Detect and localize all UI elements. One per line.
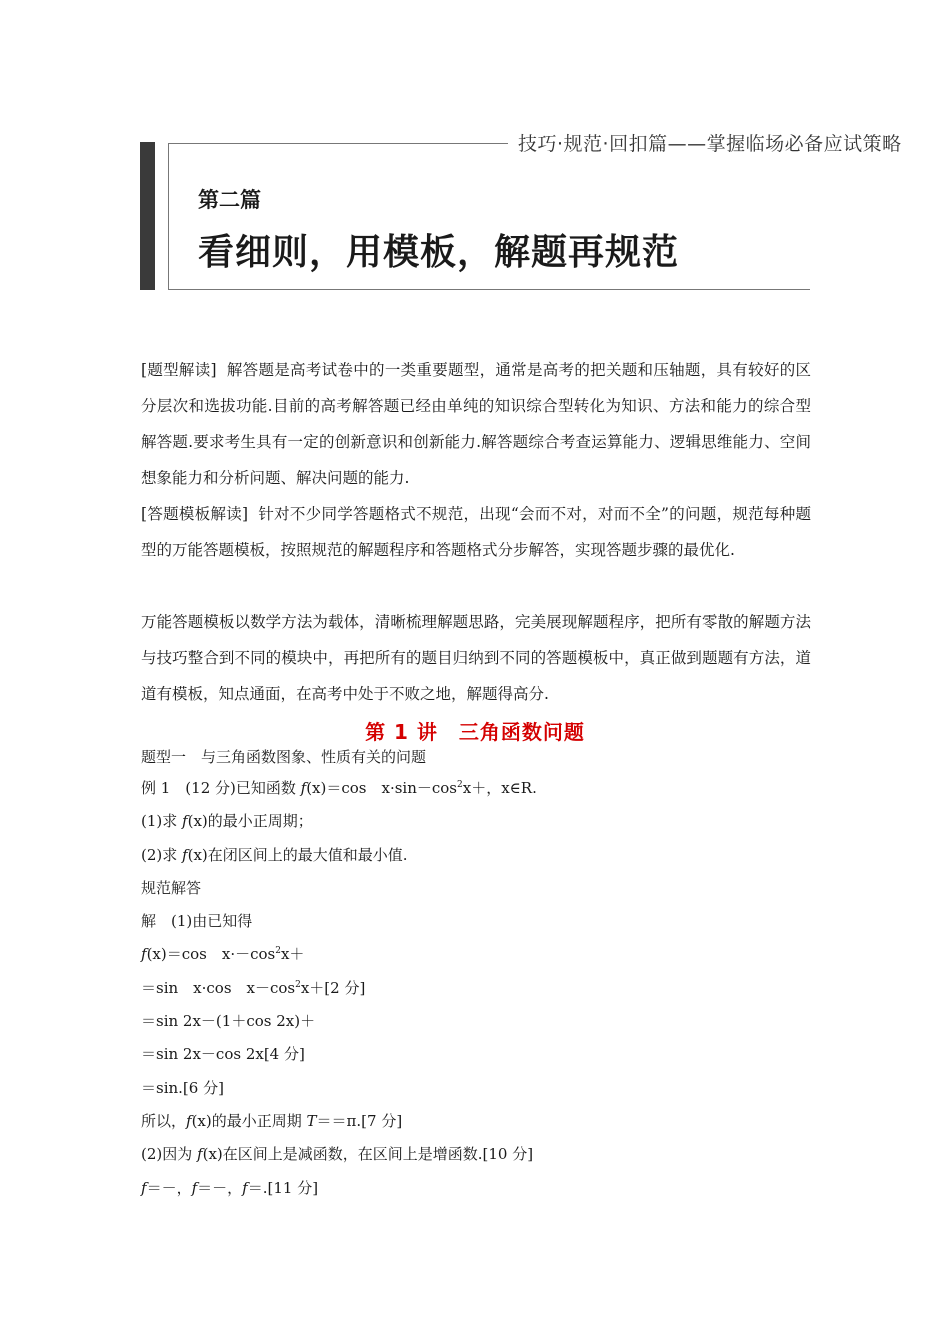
header-left-rule [168,143,169,290]
intro-paragraph-3: 万能答题模板以数学方法为载体，清晰梳理解题思路，完美展现解题程序，把所有零散的解题方法与技巧整合到不同的模块中，再把所有的题目归纳到不同的答题模板中，真正做到题题有方法，道道有模板，知点通面，在高考中处于不败之地，解题得高分. [141,613,811,703]
solution-line: f(x)＝cos $x\cdot-\cos^2x+$ [141,945,305,964]
sub-question-1: (1)求 f(x)的最小正周期； [141,812,313,831]
intro-paragraph-2 [141,496,811,568]
example-1: 例 1 (12 分)已知函数 f(x)＝cos $x\cdot\sin-\cos^2x+$，x∈R. [141,779,537,797]
header-subtitle: 技巧·规范·回扣篇——掌握临场必备应试策略 [518,133,902,155]
solution-line: ＝sin 2x－cos 2x[4 分] [141,1045,305,1064]
solution-line: ＝sin.[6 分] [141,1078,224,1097]
para-text: 解答题是高考试卷中的一类重要题型，通常是高考的把关题和压轴题，具有较好的区分层次和选拔功能.目前的高考解答题已经由单纯的知识综合型转化为知识、方法和能力的综合型解答题.要求考生具有一定的创新意识和创新能力.解答题综合考查运算能力、逻辑思维能力、空间想象能力和分析问题、解决问题的能力. [141,361,811,487]
solution-line: 解 (1)由已知得 [141,912,253,931]
standard-answer-label: 规范解答 [141,878,202,897]
intro-paragraph-1 [141,352,811,496]
sub-question-2: (2)求 f(x)在闭区间上的最大值和最小值. [141,845,408,864]
lecture-body [141,742,821,1205]
lecture-title: 第 1 讲 三角函数问题 [365,720,585,744]
solution-line: (2)因为 f(x)在区间上是减函数，在区间上是增函数.[10 分] [141,1145,534,1164]
part-label: 第二篇 [198,188,261,212]
solution-line: f＝－，f＝－，f＝.[11 分] [141,1178,319,1197]
question-type: 题型一 与三角函数图象、性质有关的问题 [141,748,427,766]
chapter-header [140,126,902,291]
para-text: 针对不少同学答题格式不规范，出现“会而不对，对而不全”的问题，规范每种题型的万能答题模板，按照规范的解题程序和答题格式分步解答，实现答题步骤的最优化. [141,505,811,559]
para-tag: [答题模板解读] [141,505,249,523]
header-top-rule [168,143,508,144]
header-bottom-rule [168,289,810,290]
solution-line: ＝sin 2x－(1＋cos 2x)＋ [141,1012,316,1031]
para-tag: [题型解读] [141,361,217,379]
solution-line: 所以，f(x)的最小正周期 T＝＝π.[7 分] [141,1111,403,1130]
page-title: 看细则，用模板，解题再规范 [198,232,680,273]
solution-line: ＝sin x·cos $x-\cos^2x+[2$ 分] [141,978,366,997]
header-accent-bar [140,142,155,290]
